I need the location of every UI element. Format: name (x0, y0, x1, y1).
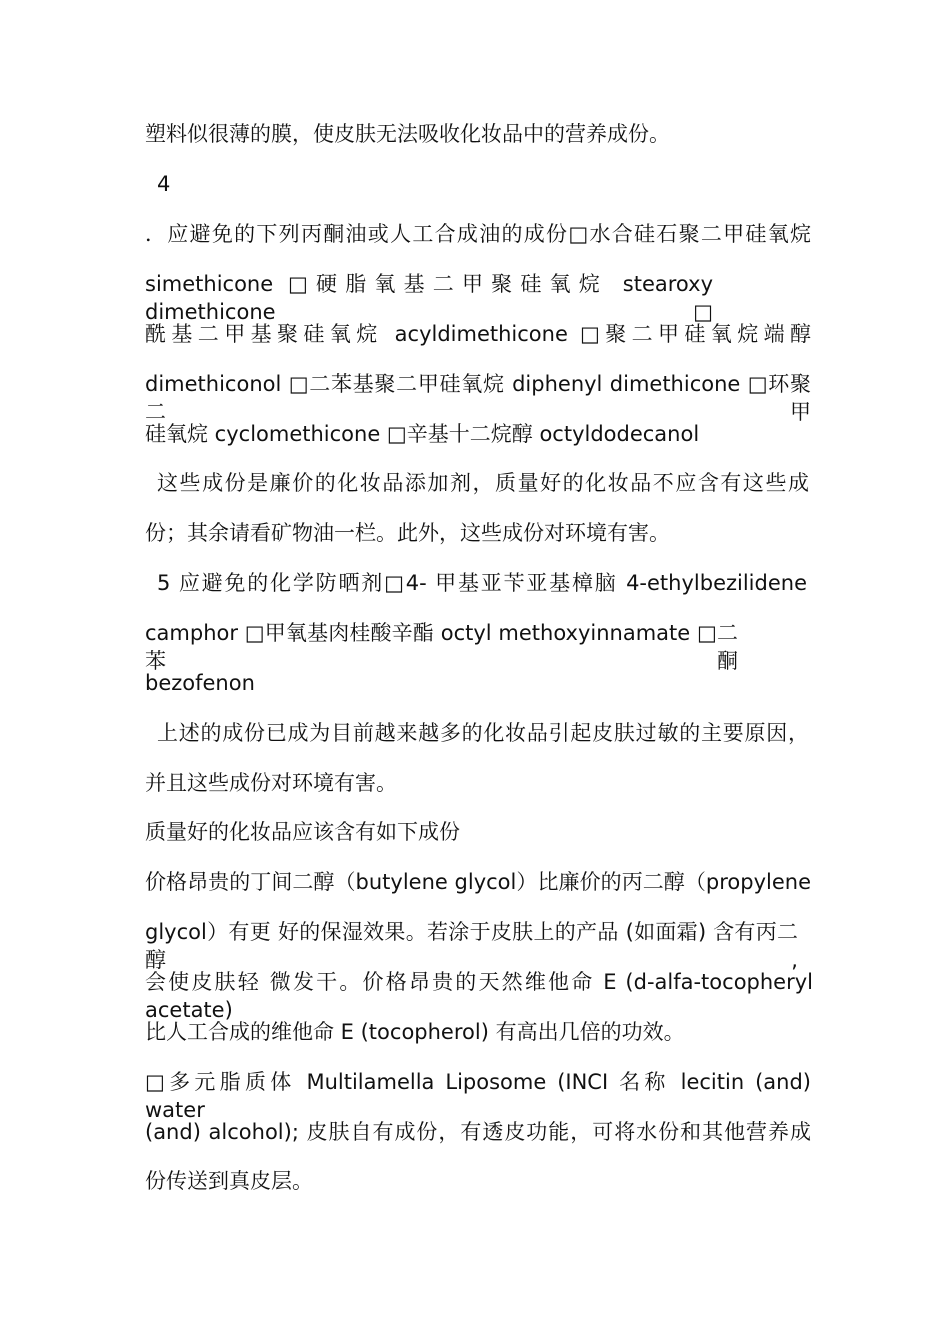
paragraph-line-5: 酰基二甲基聚硅氧烷 acyldimethicone □聚二甲硅氧烷端醇 (145, 322, 811, 346)
paragraph-line-6: dimethiconol □二苯基聚二甲硅氧烷 diphenyl dimethicone □环聚二甲 (145, 372, 811, 424)
paragraph-line-18: 会使皮肤轻 微发干。价格昂贵的天然维他命 E (d-alfa-tocopheryl acetate) (145, 970, 813, 1022)
paragraph-line-17: glycol）有更 好的保湿效果。若涂于皮肤上的产品 (如面霜) 含有丙二醇, (145, 920, 798, 972)
paragraph-line-20: □多元脂质体 Multilamella Liposome (INCI 名称 lecitin (and) water (145, 1070, 811, 1122)
paragraph-line-7: 硅氧烷 cyclomethicone □辛基十二烷醇 octyldodecanol (145, 422, 700, 446)
paragraph-line-4: simethicone □硬脂氧基二甲聚硅氧烷 stearoxy dimethicone □ (145, 272, 713, 324)
subheading-good-ingredients: 质量好的化妆品应该含有如下成份 (145, 820, 460, 844)
paragraph-line-1: 塑料似很薄的膜，使皮肤无法吸收化妆品中的营养成份。 (145, 122, 670, 146)
paragraph-line-21: (and) alcohol); 皮肤自有成份，有透皮功能，可将水份和其他营养成 (145, 1120, 811, 1144)
paragraph-line-10: 5 应避免的化学防晒剂□4- 甲基亚苄亚基樟脑 4-ethylbezilidene (157, 571, 807, 595)
paragraph-line-8: 这些成份是廉价的化妆品添加剂，质量好的化妆品不应含有这些成 (157, 471, 809, 495)
paragraph-line-22: 份传送到真皮层。 (145, 1169, 313, 1193)
paragraph-line-14: 并且这些成份对环境有害。 (145, 771, 397, 795)
paragraph-line-9: 份；其余请看矿物油一栏。此外，这些成份对环境有害。 (145, 521, 670, 545)
paragraph-line-3: ．应避免的下列丙酮油或人工合成油的成份□水合硅石聚二甲硅氧烷 (145, 222, 811, 246)
paragraph-line-13: 上述的成份已成为目前越来越多的化妆品引起皮肤过敏的主要原因， (157, 721, 809, 745)
paragraph-line-16: 价格昂贵的丁间二醇（butylene glycol）比廉价的丙二醇（propylene (145, 870, 811, 894)
paragraph-line-19: 比人工合成的维他命 E (tocopherol) 有高出几倍的功效。 (145, 1020, 685, 1044)
paragraph-line-12: bezofenon (145, 671, 255, 695)
section-number-4: 4 (157, 172, 171, 196)
paragraph-line-11: camphor □甲氧基肉桂酸辛酯 octyl methoxyinnamate □二苯酮 (145, 621, 738, 673)
